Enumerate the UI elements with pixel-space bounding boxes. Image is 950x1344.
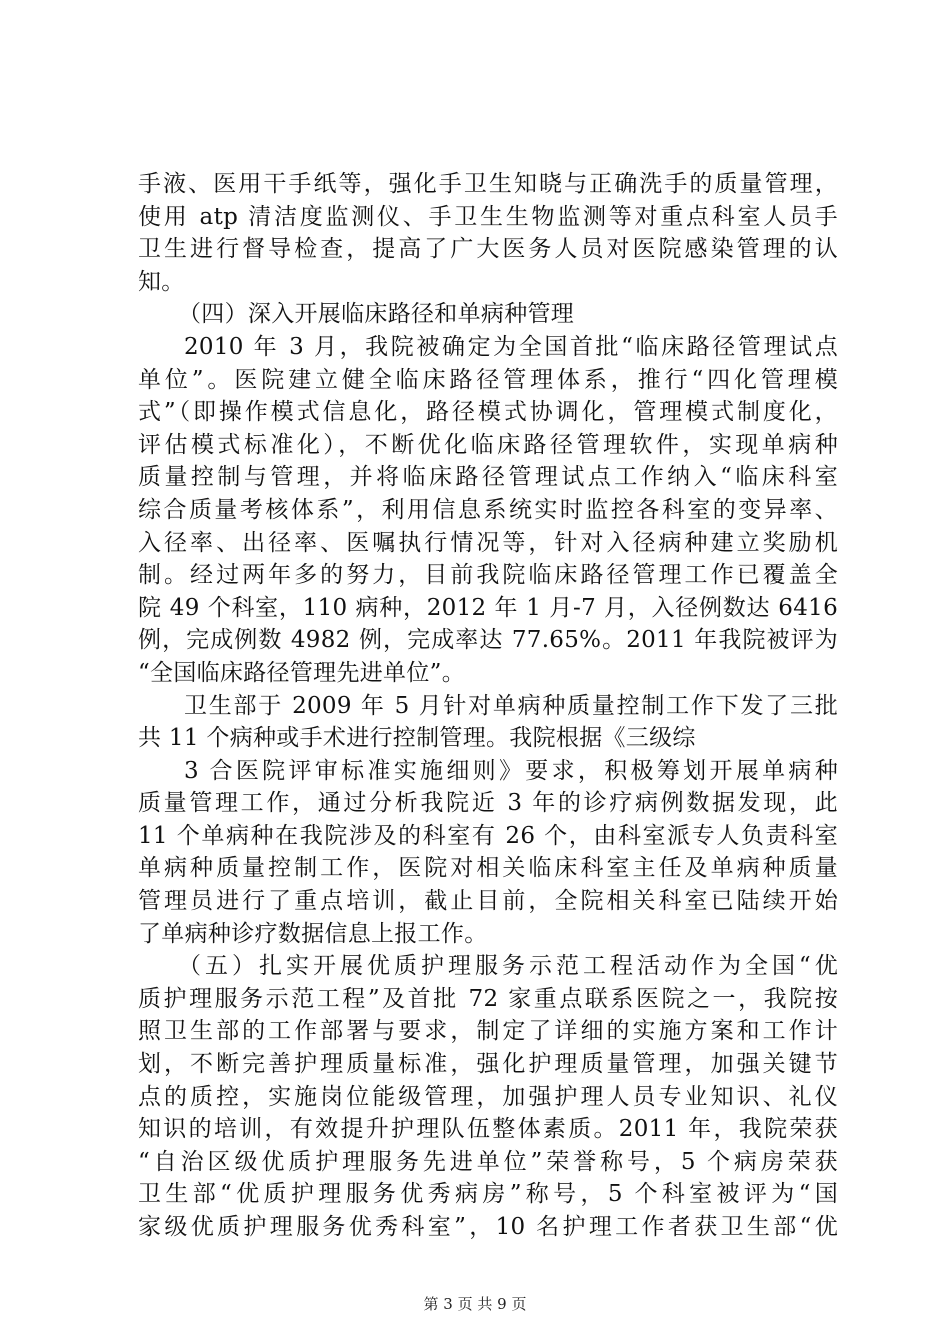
text-line: 共 11 个病种或手术进行控制管理。我院根据《三级综 (138, 725, 696, 752)
text-line: 评估模式标准化），不断优化临床路径管理软件，实现单病种 (138, 431, 838, 458)
text-line: 单病种质量控制工作，医院对相关临床科室主任及单病种质量 (138, 855, 838, 882)
text-line: 知识的培训，有效提升护理队伍整体素质。2011 年，我院荣获 (138, 1116, 838, 1143)
text-line: 3 合医院评审标准实施细则》要求，积极筹划开展单病种 (184, 757, 838, 784)
text-line: 综合质量考核体系”，利用信息系统实时监控各科室的变异率、 (138, 496, 838, 523)
text-line: 管理员进行了重点培训，截止目前，全院相关科室已陆续开始 (138, 888, 838, 915)
section-heading: （四）深入开展临床路径和单病种管理 (178, 301, 575, 328)
page-number-footer: 第 3 页 共 9 页 (423, 1295, 527, 1313)
text-line: “全国临床路径管理先进单位”。 (138, 659, 466, 686)
text-line: 点的质控，实施岗位能级管理，加强护理人员专业知识、礼仪 (138, 1083, 838, 1110)
text-line: 卫生部“优质护理服务优秀病房”称号，5 个科室被评为“国 (138, 1181, 838, 1208)
text-line: 划，不断完善护理质量标准，强化护理质量管理，加强关键节 (138, 1051, 838, 1078)
text-line: 卫生部于 2009 年 5 月针对单病种质量控制工作下发了三批 (184, 692, 838, 719)
section-heading: （五）扎实开展优质护理服务示范工程活动作为全国“优 (178, 953, 838, 980)
text-line: 院 49 个科室，110 病种，2012 年 1 月-7 月，入径例数达 6416 (138, 594, 838, 621)
text-line: 质量控制与管理，并将临床路径管理试点工作纳入“临床科室 (138, 464, 838, 491)
text-line: 手液、医用干手纸等，强化手卫生知晓与正确洗手的质量管理， (138, 171, 838, 197)
text-line: 入径率、出径率、医嘱执行情况等，针对入径病种建立奖励机 (138, 529, 838, 556)
text-line: 照卫生部的工作部署与要求，制定了详细的实施方案和工作计 (138, 1018, 838, 1045)
text-line: 式”（即操作模式信息化，路径模式协调化，管理模式制度化， (138, 399, 838, 426)
text-line: 知。 (138, 268, 185, 295)
text-line: 了单病种诊疗数据信息上报工作。 (138, 920, 488, 947)
text-line: 质量管理工作，通过分析我院近 3 年的诊疗病例数据发现，此 (138, 790, 838, 817)
text-line: 卫生进行督导检查，提高了广大医务人员对医院感染管理的认 (138, 236, 838, 263)
text-line: 家级优质护理服务优秀科室”，10 名护理工作者获卫生部“优 (138, 1214, 838, 1240)
text-line: 制。经过两年多的努力，目前我院临床路径管理工作已覆盖全 (138, 562, 838, 589)
text-line: 单位”。医院建立健全临床路径管理体系，推行“四化管理模 (138, 366, 838, 393)
text-line: 质护理服务示范工程”及首批 72 家重点联系医院之一，我院按 (138, 985, 838, 1012)
text-line: 2010 年 3 月，我院被确定为全国首批“临床路径管理试点 (184, 333, 838, 360)
body-text (138, 168, 838, 1244)
text-line: 例，完成例数 4982 例，完成率达 77.65%。2011 年我院被评为 (138, 627, 838, 654)
text-line: 使用 atp 清洁度监测仪、手卫生生物监测等对重点科室人员手 (138, 203, 838, 230)
text-line: 11 个单病种在我院涉及的科室有 26 个，由科室派专人负责科室 (138, 822, 838, 849)
text-line: “自治区级优质护理服务先进单位”荣誉称号，5 个病房荣获 (138, 1148, 838, 1175)
